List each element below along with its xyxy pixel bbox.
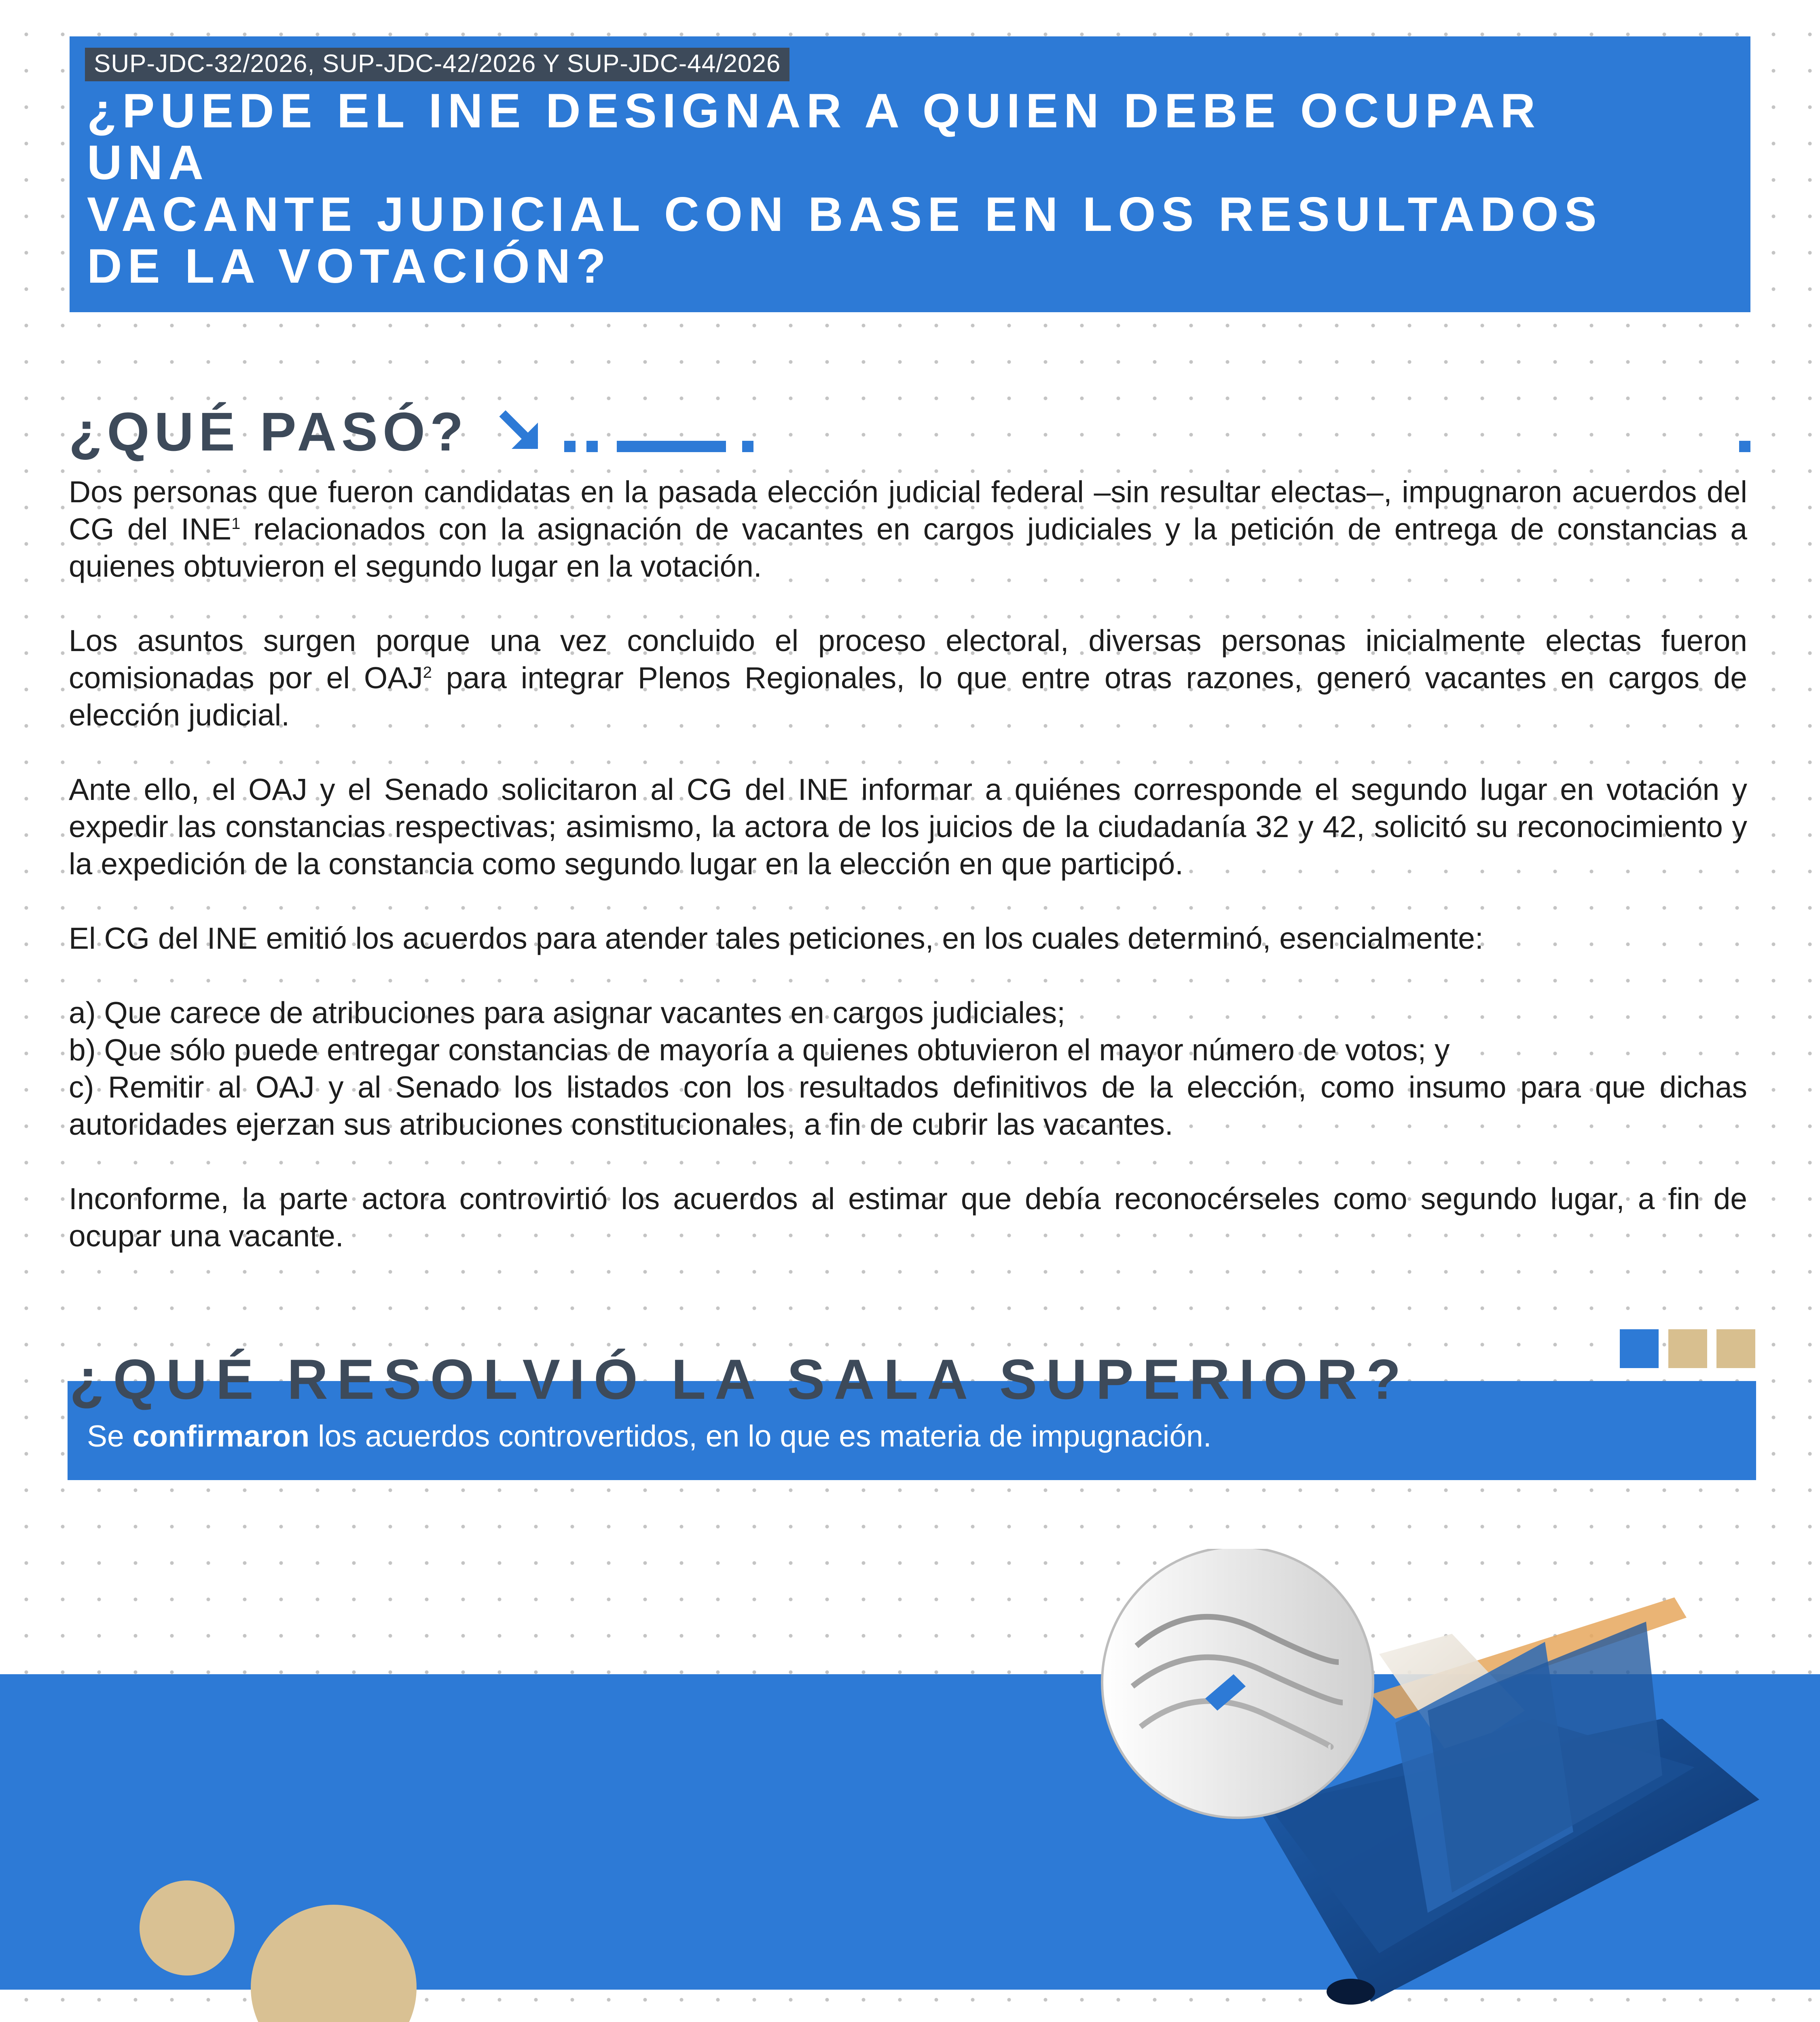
list-item: b) Que sólo puede entregar constancias de mayoría a quienes obtuvieron el mayor número de votos; y [69, 1033, 1450, 1067]
section-heading-what-happened: ¿QUÉ PASÓ? [69, 401, 468, 462]
arrow-down-right-icon [497, 408, 546, 457]
decorative-square [1668, 1329, 1707, 1368]
paragraph: Ante ello, el OAJ y el Senado solicitaron al CG del INE informar a quiénes corresponde el segundo lugar en votación y expedir las constancias respectivas; asimismo, la actora de los juicios de la ciudadanía 32 y 42, solicitó su reconocimiento y la expedición de la constancia como segundo lugar en la elección en que participó. [69, 772, 1747, 881]
list-item: a) Que carece de atribuciones para asignar vacantes en cargos judiciales; [69, 996, 1065, 1030]
decorative-dash [564, 441, 576, 452]
decorative-square [1716, 1329, 1755, 1368]
paragraph: Los asuntos surgen porque una vez concluido el proceso electoral, diversas personas inicialmente electas fueron comisionadas por el OAJ$^2$ para integrar Plenos Regionales, lo que entre otras razones, generó vacantes en cargos de elección judicial. [69, 624, 1747, 732]
list-item: c) Remitir al OAJ y al Senado los listados con los resultados definitivos de la elección, como insumo para que dichas autoridades ejerzan sus atribuciones constitucionales, a fin de cubrir las vacantes. [69, 1070, 1747, 1141]
decorative-dash [1739, 441, 1750, 452]
page-title: ¿PUEDE EL INE DESIGNAR A QUIEN DEBE OCUPAR UNA VACANTE JUDICIAL CON BASE EN LOS RESULTADOS DE LA VOTACIÓN? [87, 84, 1602, 293]
decorative-dash [586, 441, 598, 452]
decorative-dash [617, 441, 726, 452]
decorative-square [1620, 1329, 1659, 1368]
footnote-ref: 1 [231, 515, 241, 533]
section-heading-resolution: ¿QUÉ RESOLVIÓ LA SALA SUPERIOR? [70, 1347, 1410, 1411]
paragraph: Dos personas que fueron candidatas en la pasada elección judicial federal –sin resultar electas–, impugnaron acuerdos del CG del INE$^1$ relacionados con la asignación de vacantes en cargos judiciales y la petición de entrega de constancias a quienes obtuvieron el segundo lugar en la votación. [69, 475, 1747, 583]
case-numbers-badge: SUP-JDC-32/2026, SUP-JDC-42/2026 Y SUP-JDC-44/2026 [85, 48, 789, 81]
footnote-ref: 2 [423, 664, 432, 681]
paragraph: El CG del INE emitió los acuerdos para atender tales peticiones, en los cuales determinó, esencialmente: [69, 921, 1484, 955]
decorative-circle [140, 1880, 235, 1975]
resolution-text: Se confirmaron los acuerdos controvertidos, en lo que es materia de impugnación. [87, 1419, 1212, 1453]
what-happened-body [69, 473, 1747, 1292]
decorative-dash [742, 441, 753, 452]
open-book-illustration [1088, 1549, 1776, 2022]
paragraph: Inconforme, la parte actora controvirtió los acuerdos al estimar que debía reconocérseles como segundo lugar, a fin de ocupar una vacante. [69, 1182, 1747, 1253]
